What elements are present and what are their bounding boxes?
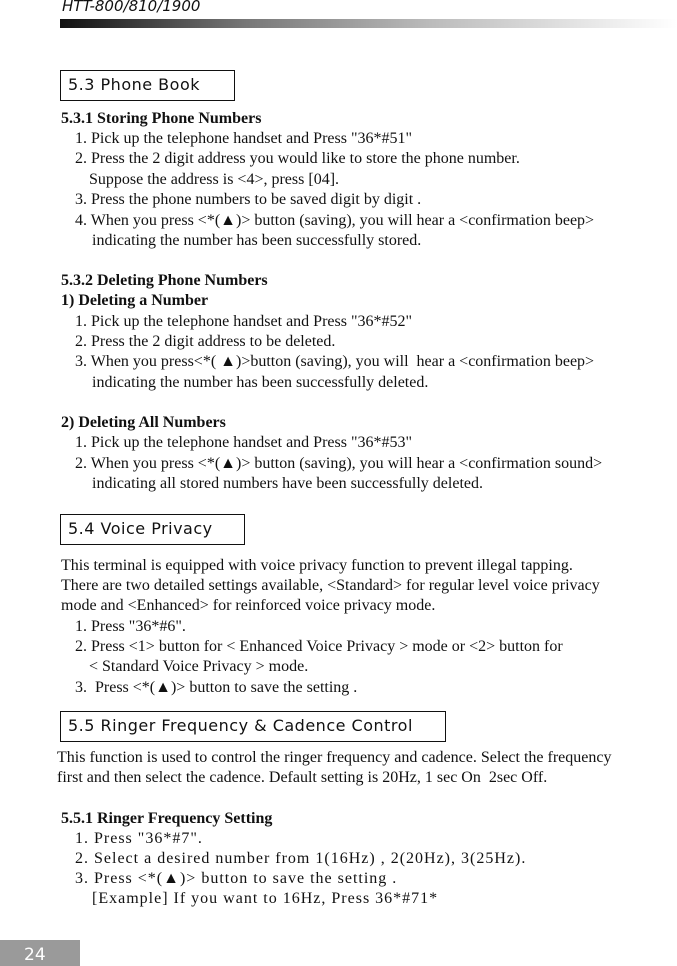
heading-5-3-1: 5.3.1 Storing Phone Numbers bbox=[61, 110, 262, 127]
paragraph-line: This function is used to control the ringer frequency and cadence. Select the frequency bbox=[57, 749, 612, 766]
step-note: indicating the number has been successfully deleted. bbox=[92, 374, 429, 391]
step: 2. When you press <*(▲)> button (saving), you will hear a <confirmation sound> bbox=[75, 455, 603, 472]
step: 3. Press <*(▲)> button to save the setting . bbox=[75, 679, 358, 696]
step: 4. When you press <*(▲)> button (saving), you will hear a <confirmation beep> bbox=[75, 212, 595, 229]
step: 3. Press the phone numbers to be saved digit by digit . bbox=[75, 191, 422, 208]
subheading-delete-all: 2) Deleting All Numbers bbox=[61, 414, 226, 431]
step: 3. Press <*(▲)> button to save the setting . bbox=[75, 870, 398, 887]
section-title-5-5: 5.5 Ringer Frequency & Cadence Control bbox=[60, 711, 446, 742]
section-title-5-3: 5.3 Phone Book bbox=[60, 70, 235, 101]
step: 1. Press "36*#6". bbox=[75, 618, 186, 635]
heading-5-3-2: 5.3.2 Deleting Phone Numbers bbox=[61, 272, 268, 289]
example-note: [Example] If you want to 16Hz, Press 36*#71* bbox=[92, 890, 439, 907]
step: 2. Press the 2 digit address to be deleted. bbox=[75, 333, 336, 350]
step-note: < Standard Voice Privacy > mode. bbox=[89, 658, 309, 675]
page-number: 24 bbox=[0, 940, 80, 966]
step: 2. Press the 2 digit address you would like to store the phone number. bbox=[75, 150, 520, 167]
paragraph-line: There are two detailed settings available, <Standard> for regular level voice privacy bbox=[61, 577, 600, 594]
subheading-delete-one: 1) Deleting a Number bbox=[61, 292, 209, 309]
paragraph-line: mode and <Enhanced> for reinforced voice privacy mode. bbox=[61, 597, 436, 614]
step: 2. Select a desired number from 1(16Hz) , 2(20Hz), 3(25Hz). bbox=[75, 850, 527, 867]
paragraph-line: first and then select the cadence. Default setting is 20Hz, 1 sec On 2sec Off. bbox=[57, 769, 548, 786]
step: 1. Pick up the telephone handset and Press "36*#53" bbox=[75, 434, 413, 451]
heading-5-5-1: 5.5.1 Ringer Frequency Setting bbox=[61, 810, 273, 827]
step-note: Suppose the address is <4>, press [04]. bbox=[89, 171, 340, 188]
model-header: HTT-800/810/1900 bbox=[62, 0, 201, 15]
step: 1. Pick up the telephone handset and Press "36*#52" bbox=[75, 313, 413, 330]
header-gradient-bar bbox=[60, 19, 677, 28]
step: 2. Press <1> button for < Enhanced Voice Privacy > mode or <2> button for bbox=[75, 638, 563, 655]
section-title-5-4: 5.4 Voice Privacy bbox=[60, 514, 245, 545]
step-note: indicating the number has been successfully stored. bbox=[92, 232, 422, 249]
step: 1. Pick up the telephone handset and Press "36*#51" bbox=[75, 130, 413, 147]
step: 1. Press "36*#7". bbox=[75, 830, 203, 847]
paragraph-line: This terminal is equipped with voice privacy function to prevent illegal tapping. bbox=[61, 557, 573, 574]
step-note: indicating all stored numbers have been successfully deleted. bbox=[92, 475, 483, 492]
step: 3. When you press<*( ▲)>button (saving), you will hear a <confirmation beep> bbox=[75, 353, 595, 370]
